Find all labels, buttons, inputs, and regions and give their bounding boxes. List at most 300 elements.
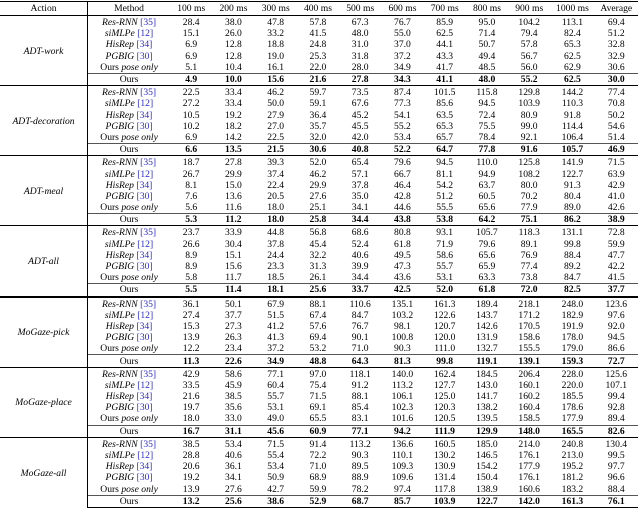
value-cell: 27.6 — [225, 483, 242, 495]
value-cell: 6.9 — [185, 39, 198, 51]
method-cell — [88, 156, 171, 169]
value-cell: 49.4 — [478, 50, 496, 62]
value-cell: 23.7 — [170, 226, 212, 239]
citation-link[interactable]: [34] — [136, 179, 153, 191]
value-cell: 76.7 — [351, 320, 369, 332]
value-cell: 103.2 — [391, 309, 414, 321]
value-cell: 15.1 — [182, 28, 200, 40]
citation-link[interactable]: [30] — [136, 402, 153, 414]
value-cell: 38.9 — [595, 214, 638, 226]
method-name: siMLPe — [104, 168, 135, 180]
table-row — [0, 332, 638, 343]
value-cell: 95.0 — [466, 16, 508, 29]
value-cell: 41.5 — [607, 272, 625, 284]
method-name: Res-RNN — [102, 368, 138, 380]
value-cell: 59.9 — [607, 238, 625, 250]
table-row — [0, 472, 638, 483]
value-cell: 21.5 — [255, 144, 297, 156]
value-cell: 94.5 — [478, 98, 496, 110]
method-cell — [88, 16, 171, 29]
value-cell: 34.9 — [255, 355, 297, 367]
value-cell: 80.9 — [520, 109, 538, 121]
value-cell: 27.4 — [182, 309, 200, 321]
value-cell: 42.2 — [607, 261, 625, 273]
value-cell: 140.0 — [381, 367, 423, 380]
value-cell: 77.4 — [595, 86, 638, 99]
value-cell: 19.2 — [182, 472, 200, 484]
citation-link[interactable]: [34] — [136, 109, 153, 121]
value-cell: 165.5 — [550, 425, 594, 437]
value-cell: 65.9 — [478, 261, 496, 273]
table-row — [0, 180, 638, 191]
value-cell: 71.0 — [309, 461, 327, 473]
value-cell: 132.7 — [476, 343, 498, 355]
value-cell: 65.4 — [339, 156, 381, 169]
value-cell: 25.8 — [297, 214, 339, 226]
method-cell — [88, 355, 171, 367]
value-cell: 18.0 — [255, 214, 297, 226]
citation-link[interactable]: [12] — [137, 98, 154, 110]
value-cell: 65.5 — [309, 413, 327, 425]
header-horizon: 200 ms — [212, 2, 254, 16]
action-group — [0, 437, 638, 507]
value-cell: 71.4 — [478, 28, 496, 40]
table-row — [0, 226, 638, 239]
value-cell: 27.9 — [267, 109, 285, 121]
action-label: ADT-decoration — [0, 86, 88, 156]
value-cell: 46.4 — [394, 179, 411, 191]
value-cell: 7.6 — [185, 190, 198, 202]
table-row — [0, 51, 638, 62]
header-horizon: 300 ms — [255, 2, 297, 16]
value-cell: 12.8 — [225, 39, 242, 51]
table-row — [0, 202, 638, 214]
method-name: Res-RNN — [102, 227, 138, 239]
value-cell: 88.4 — [564, 249, 581, 261]
value-cell: 56.0 — [520, 61, 538, 73]
value-cell: 63.9 — [607, 168, 625, 180]
value-cell: 19.0 — [267, 50, 285, 62]
value-cell: 18.1 — [255, 284, 297, 297]
value-cell: 220.0 — [561, 379, 584, 391]
value-cell: 62.5 — [564, 50, 581, 62]
method-name: Res-RNN — [102, 87, 138, 99]
value-cell: 42.8 — [394, 190, 411, 202]
value-cell: 54.1 — [394, 109, 411, 121]
value-cell: 47.3 — [394, 261, 411, 273]
value-cell: 170.5 — [518, 320, 540, 332]
value-cell: 118.1 — [339, 367, 381, 380]
value-cell: 78.2 — [351, 483, 369, 495]
value-cell: 34.1 — [351, 202, 369, 214]
value-cell: 37.8 — [351, 179, 369, 191]
value-cell: 90.3 — [394, 343, 411, 355]
value-cell: 182.9 — [561, 309, 584, 321]
value-cell: 100.8 — [391, 332, 414, 344]
value-cell: 94.9 — [478, 168, 496, 180]
citation-link[interactable]: [35] — [140, 87, 157, 99]
citation-link[interactable]: [35] — [140, 157, 157, 169]
value-cell: 32.8 — [607, 39, 625, 51]
header-action: Action — [0, 2, 88, 16]
value-cell: 83.1 — [351, 413, 369, 425]
value-cell: 15.6 — [225, 261, 242, 273]
value-cell: 11.6 — [225, 202, 242, 214]
value-cell: 75.1 — [508, 214, 550, 226]
method-cell — [88, 272, 171, 284]
value-cell: 110.6 — [339, 297, 381, 310]
value-cell: 106.4 — [561, 131, 584, 143]
value-cell: 73.8 — [520, 272, 538, 284]
value-cell: 22.4 — [267, 179, 285, 191]
value-cell: 6.6 — [170, 144, 212, 156]
method-variant: pose only — [121, 483, 158, 495]
citation-link[interactable]: [34] — [136, 461, 153, 473]
table-row — [0, 450, 638, 461]
value-cell: 85.4 — [351, 402, 369, 414]
value-cell: 109.3 — [391, 461, 414, 473]
value-cell: 85.6 — [436, 98, 454, 110]
action-label: MoGaze-place — [0, 367, 88, 437]
value-cell: 68.6 — [339, 226, 381, 239]
table-row — [0, 495, 638, 507]
citation-link[interactable]: [35] — [140, 17, 157, 29]
method-cell — [88, 450, 171, 461]
value-cell: 45.2 — [351, 109, 369, 121]
value-cell: 94.5 — [424, 156, 466, 169]
value-cell: 25.1 — [309, 202, 327, 214]
value-cell: 54.6 — [607, 120, 625, 132]
method-variant: pose only — [121, 343, 158, 355]
value-cell: 39.3 — [255, 156, 297, 169]
citation-link[interactable]: [12] — [137, 309, 154, 321]
method-cell — [88, 39, 171, 50]
citation-link[interactable]: [30] — [136, 472, 153, 484]
method-cell — [88, 332, 171, 343]
method-name: Res-RNN — [102, 157, 138, 169]
value-cell: 53.1 — [267, 402, 285, 414]
value-cell: 57.8 — [520, 39, 538, 51]
value-cell: 89.5 — [351, 461, 369, 473]
value-cell: 35.0 — [351, 190, 369, 202]
value-cell: 5.1 — [185, 61, 198, 73]
method-name: siMLPe — [104, 450, 135, 462]
value-cell: 53.4 — [267, 461, 285, 473]
value-cell: 228.0 — [550, 367, 594, 380]
value-cell: 130.9 — [433, 461, 456, 473]
citation-link[interactable]: [30] — [136, 50, 153, 62]
value-cell: 50.9 — [267, 472, 285, 484]
method-cell — [88, 51, 171, 62]
action-group — [0, 226, 638, 297]
method-name: Res-RNN — [102, 298, 138, 310]
value-cell: 76.7 — [381, 16, 423, 29]
value-cell: 4.9 — [170, 73, 212, 85]
citation-link[interactable]: [30] — [136, 120, 153, 132]
value-cell: 69.4 — [309, 332, 327, 344]
value-cell: 77.1 — [339, 425, 381, 437]
value-cell: 36.1 — [225, 461, 242, 473]
value-cell: 18.0 — [267, 202, 285, 214]
value-cell: 31.3 — [309, 261, 327, 273]
value-cell: 183.2 — [561, 483, 584, 495]
value-cell: 43.6 — [394, 272, 411, 284]
value-cell: 63.7 — [478, 179, 496, 191]
value-cell: 48.0 — [351, 28, 369, 40]
value-cell: 62.5 — [436, 28, 454, 40]
method-cell — [88, 121, 171, 132]
value-cell: 143.0 — [476, 379, 498, 391]
value-cell: 89.0 — [564, 202, 581, 214]
value-cell: 41.3 — [267, 332, 285, 344]
value-cell: 50.0 — [267, 98, 285, 110]
method-variant: pose only — [121, 413, 158, 425]
value-cell: 125.8 — [508, 156, 550, 169]
value-cell: 71.9 — [436, 238, 454, 250]
method-name: HisRep — [105, 109, 134, 121]
citation-link[interactable]: [12] — [137, 28, 154, 40]
value-cell: 91.4 — [297, 437, 339, 450]
citation-link[interactable]: [30] — [136, 332, 153, 344]
citation-link[interactable]: [34] — [136, 391, 153, 403]
value-cell: 20.6 — [182, 461, 200, 473]
table-row — [0, 437, 638, 450]
value-cell: 42.9 — [607, 179, 625, 191]
value-cell: 67.6 — [351, 98, 369, 110]
value-cell: 25.6 — [212, 495, 254, 507]
method-cell — [88, 310, 171, 321]
value-cell: 26.1 — [309, 272, 327, 284]
table-row — [0, 343, 638, 355]
value-cell: 65.7 — [436, 131, 454, 143]
value-cell: 13.9 — [182, 483, 200, 495]
value-cell: 21.6 — [182, 391, 200, 403]
value-cell: 31.1 — [212, 425, 254, 437]
value-cell: 99.8 — [424, 355, 466, 367]
method-name: Ours — [100, 61, 119, 73]
method-name: HisRep — [105, 391, 134, 403]
citation-link[interactable]: [34] — [136, 249, 153, 261]
method-name: Ours — [100, 272, 119, 284]
value-cell: 63.3 — [478, 272, 496, 284]
value-cell: 59.7 — [297, 86, 339, 99]
citation-link[interactable]: [35] — [140, 438, 157, 450]
value-cell: 42.5 — [381, 284, 423, 297]
value-cell: 118.3 — [508, 226, 550, 239]
value-cell: 160.1 — [518, 379, 540, 391]
method-name: HisRep — [105, 179, 134, 191]
value-cell: 33.7 — [339, 284, 381, 297]
table-row — [0, 73, 638, 85]
value-cell: 177.9 — [518, 461, 540, 473]
value-cell: 79.6 — [381, 156, 423, 169]
value-cell: 131.1 — [550, 226, 594, 239]
method-cell — [88, 437, 171, 450]
value-cell: 42.6 — [607, 202, 625, 214]
header-method: Method — [88, 2, 171, 16]
method-variant: pose only — [121, 131, 158, 143]
table-row — [0, 121, 638, 132]
value-cell: 40.6 — [351, 249, 369, 261]
value-cell: 55.2 — [394, 120, 411, 132]
table-row — [0, 261, 638, 272]
value-cell: 107.1 — [605, 379, 628, 391]
value-cell: 42.7 — [267, 483, 285, 495]
value-cell: 195.2 — [561, 461, 584, 473]
value-cell: 162.4 — [424, 367, 466, 380]
value-cell: 24.8 — [309, 39, 327, 51]
table-row — [0, 16, 638, 29]
table-row — [0, 86, 638, 99]
value-cell: 61.8 — [466, 284, 508, 297]
method-cell — [88, 144, 171, 156]
citation-link[interactable]: [30] — [136, 261, 153, 273]
table-row — [0, 168, 638, 179]
value-cell: 57.6 — [309, 320, 327, 332]
method-cell — [88, 343, 171, 355]
value-cell: 10.2 — [182, 120, 200, 132]
value-cell: 141.7 — [476, 391, 498, 403]
value-cell: 84.7 — [564, 272, 581, 284]
header-horizon: 600 ms — [381, 2, 423, 16]
citation-link[interactable]: [12] — [137, 168, 154, 180]
value-cell: 70.8 — [607, 98, 625, 110]
value-cell: 185.5 — [561, 391, 584, 403]
value-cell: 25.6 — [297, 284, 339, 297]
value-cell: 138.9 — [476, 483, 498, 495]
value-cell: 50.1 — [212, 297, 254, 310]
value-cell: 53.8 — [424, 214, 466, 226]
value-cell: 72.8 — [595, 226, 638, 239]
value-cell: 10.4 — [225, 61, 242, 73]
value-cell: 33.5 — [182, 379, 200, 391]
value-cell: 52.2 — [381, 144, 423, 156]
value-cell: 55.2 — [508, 73, 550, 85]
table-row — [0, 250, 638, 261]
value-cell: 61.8 — [394, 238, 411, 250]
method-cell — [88, 321, 171, 332]
value-cell: 88.1 — [297, 297, 339, 310]
citation-link[interactable]: [12] — [137, 450, 154, 462]
value-cell: 39.9 — [351, 261, 369, 273]
value-cell: 103.9 — [424, 495, 466, 507]
value-cell: 28.4 — [170, 16, 212, 29]
value-cell: 139.5 — [476, 413, 498, 425]
method-cell — [88, 202, 171, 214]
citation-link[interactable]: [34] — [136, 320, 153, 332]
method-name: HisRep — [105, 320, 134, 332]
value-cell: 32.9 — [607, 50, 625, 62]
table-row — [0, 310, 638, 321]
value-cell: 37.0 — [394, 39, 411, 51]
value-cell: 160.4 — [518, 402, 540, 414]
method-name: Res-RNN — [102, 438, 138, 450]
value-cell: 191.9 — [561, 320, 584, 332]
value-cell: 72.0 — [508, 284, 550, 297]
value-cell: 73.5 — [339, 86, 381, 99]
value-cell: 55.0 — [394, 28, 411, 40]
value-cell: 31.0 — [351, 39, 369, 51]
value-cell: 76.1 — [595, 495, 638, 507]
value-cell: 99.8 — [564, 238, 581, 250]
value-cell: 45.6 — [255, 425, 297, 437]
table-header — [0, 2, 638, 16]
value-cell: 99.5 — [607, 450, 625, 462]
value-cell: 44.1 — [436, 39, 454, 51]
table-row — [0, 391, 638, 402]
value-cell: 27.0 — [267, 120, 285, 132]
table-row — [0, 144, 638, 156]
value-cell: 81.3 — [381, 355, 423, 367]
citation-link[interactable]: [35] — [140, 368, 157, 380]
value-cell: 41.5 — [309, 28, 327, 40]
value-cell: 80.0 — [520, 179, 538, 191]
value-cell: 15.0 — [225, 179, 242, 191]
value-cell: 115.8 — [466, 86, 508, 99]
method-name: PGBIG — [105, 332, 135, 344]
table-row — [0, 380, 638, 391]
value-cell: 206.4 — [508, 367, 550, 380]
value-cell: 52.0 — [424, 284, 466, 297]
citation-link[interactable]: [35] — [140, 227, 157, 239]
citation-link[interactable]: [35] — [140, 298, 157, 310]
citation-link[interactable]: [12] — [137, 238, 154, 250]
value-cell: 131.4 — [433, 472, 456, 484]
method-cell — [88, 472, 171, 483]
value-cell: 40.6 — [225, 450, 242, 462]
value-cell: 214.0 — [508, 437, 550, 450]
value-cell: 146.5 — [476, 450, 498, 462]
value-cell: 56.7 — [520, 50, 538, 62]
method-name: PGBIG — [105, 190, 135, 202]
citation-link[interactable]: [12] — [137, 379, 154, 391]
value-cell: 30.6 — [297, 144, 339, 156]
value-cell: 75.5 — [478, 120, 496, 132]
value-cell: 19.7 — [182, 402, 200, 414]
value-cell: 50.7 — [478, 39, 496, 51]
method-cell — [88, 380, 171, 391]
method-name: Ours — [119, 214, 139, 226]
method-cell — [88, 239, 171, 250]
value-cell: 23.4 — [225, 343, 242, 355]
value-cell: 155.5 — [518, 343, 540, 355]
value-cell: 105.7 — [466, 226, 508, 239]
value-cell: 48.0 — [466, 73, 508, 85]
method-cell — [88, 73, 171, 85]
value-cell: 37.8 — [267, 238, 285, 250]
action-group — [0, 156, 638, 226]
value-cell: 91.3 — [564, 179, 581, 191]
value-cell: 94.2 — [381, 425, 423, 437]
value-cell: 161.3 — [550, 495, 594, 507]
table-row — [0, 402, 638, 413]
table-row — [0, 272, 638, 284]
value-cell: 89.1 — [520, 238, 538, 250]
citation-link[interactable]: [34] — [136, 39, 153, 51]
method-cell — [88, 495, 171, 507]
table-row — [0, 355, 638, 367]
value-cell: 57.1 — [351, 168, 369, 180]
value-cell: 11.7 — [225, 272, 242, 284]
value-cell: 67.3 — [339, 16, 381, 29]
value-cell: 125.6 — [595, 367, 638, 380]
table-row — [0, 39, 638, 50]
value-cell: 53.2 — [309, 343, 327, 355]
value-cell: 213.0 — [561, 450, 584, 462]
value-cell: 22.5 — [170, 86, 212, 99]
citation-link[interactable]: [30] — [136, 190, 153, 202]
method-cell — [88, 250, 171, 261]
